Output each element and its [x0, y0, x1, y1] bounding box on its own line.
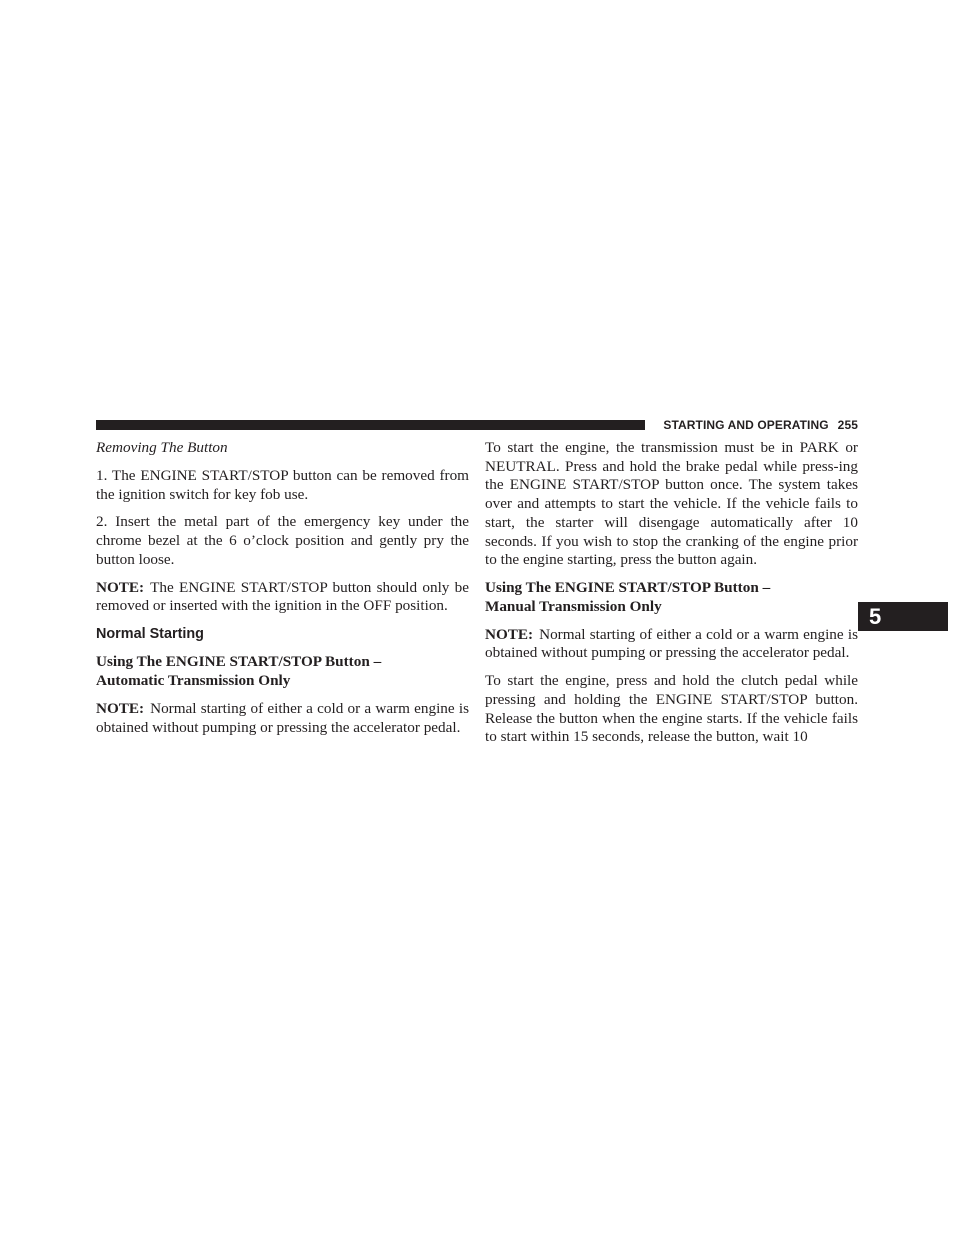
note-label: NOTE: — [96, 699, 145, 717]
chapter-tab — [858, 602, 948, 631]
chapter-number: 5 — [869, 604, 882, 629]
left-column — [96, 439, 469, 746]
manual-transmission-heading — [485, 579, 858, 616]
note-text: Normal starting of either a cold or a warm engine is obtained without pumping or pressing the accelerator pedal. — [485, 625, 858, 662]
header-rule — [96, 420, 645, 430]
running-head — [663, 417, 858, 433]
right-column — [485, 439, 858, 756]
removing-button-heading: Removing The Button — [96, 439, 228, 456]
removal-step-2: 2. Insert the metal part of the emergency key under the chrome bezel at the 6 o’clock position and gently pry the button loose. — [96, 513, 469, 568]
heading-line: Manual Transmission Only — [485, 597, 662, 615]
automatic-transmission-heading — [96, 653, 469, 690]
note-label: NOTE: — [485, 625, 534, 643]
automatic-start-paragraph: To start the engine, the transmission must be in PARK or NEUTRAL. Press and hold the brake pedal while press-ing the ENGINE START/STOP button once. The system takes over and attempts to start the vehicle. If the vehicle fails to start, the starter will disengage automatically after 10 seconds. If you wish to stop the cranking of the engine prior to the engine starting, press the button again. — [485, 439, 858, 569]
page-number: 255 — [837, 418, 858, 432]
note-text: The ENGINE START/STOP button should only be removed or inserted with the ignition in the OFF position. — [96, 578, 469, 615]
removal-step-1: 1. The ENGINE START/STOP button can be removed from the ignition switch for key fob use. — [96, 466, 469, 503]
note-button-removal — [96, 579, 469, 616]
heading-line: Automatic Transmission Only — [96, 671, 291, 689]
note-text: Normal starting of either a cold or a warm engine is obtained without pumping or pressing the accelerator pedal. — [96, 699, 469, 736]
section-title: STARTING AND OPERATING — [663, 418, 829, 432]
note-label: NOTE: — [96, 578, 145, 596]
heading-line: Using The ENGINE START/STOP Button – — [485, 579, 771, 597]
normal-starting-heading: Normal Starting — [96, 626, 204, 643]
note-manual-start — [485, 626, 858, 663]
heading-line: Using The ENGINE START/STOP Button – — [96, 653, 382, 671]
manual-start-paragraph: To start the engine, press and hold the clutch pedal while pressing and holding the ENGINE START/STOP button. Release the button when the engine starts. If the vehicle fails to start within 15 seconds, release the button, wait 10 — [485, 672, 858, 746]
note-automatic-start — [96, 700, 469, 737]
